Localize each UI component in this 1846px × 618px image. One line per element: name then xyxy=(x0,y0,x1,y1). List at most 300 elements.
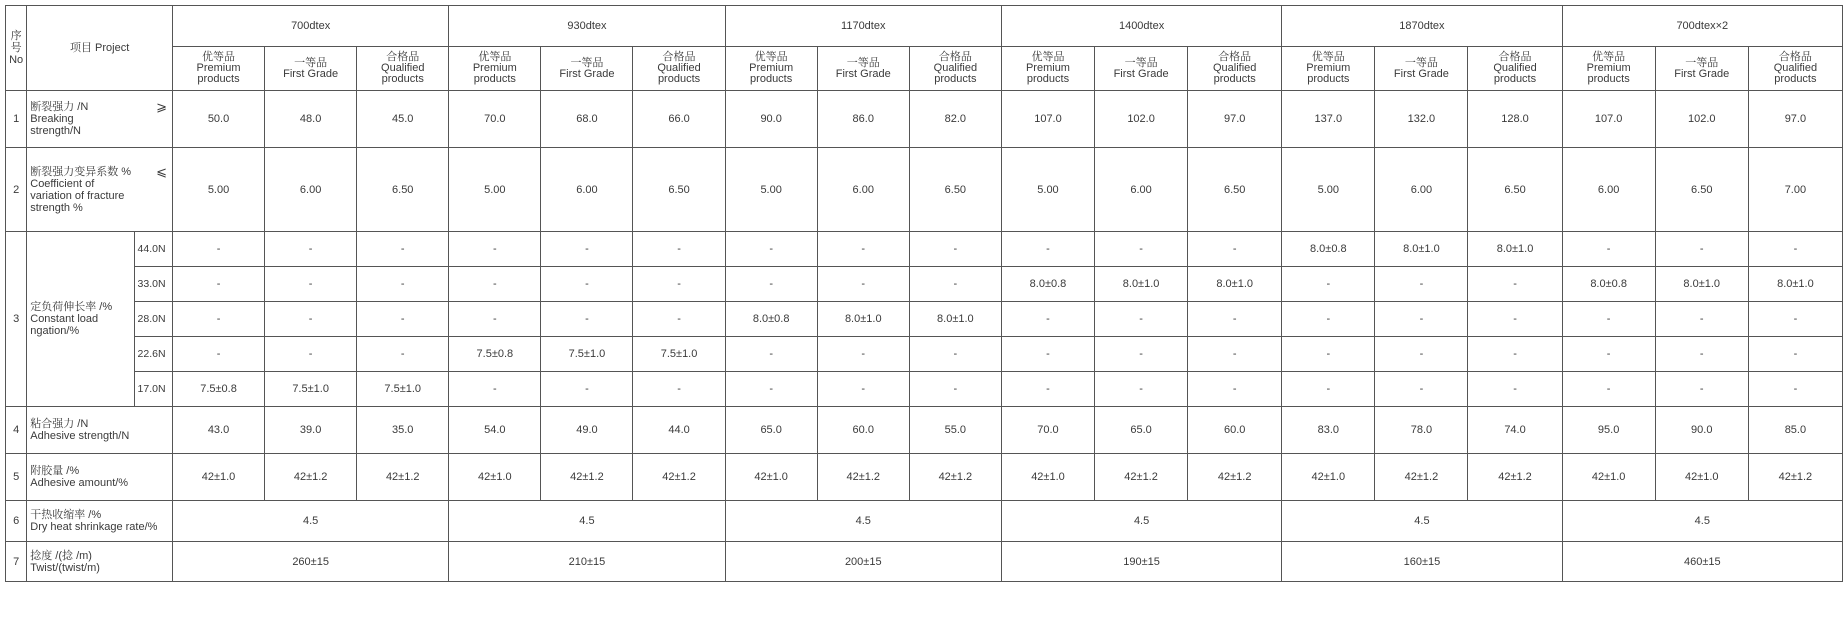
value-cell: 8.0±1.0 xyxy=(1188,267,1282,302)
grade-header xyxy=(357,47,449,91)
grade-header xyxy=(1375,47,1468,91)
row-number: 3 xyxy=(6,232,27,407)
header-row-groups xyxy=(6,6,1843,47)
value-cell: 6.50 xyxy=(633,148,725,232)
grade-header xyxy=(1001,47,1094,91)
value-cell: - xyxy=(1188,337,1282,372)
merged-value-cell: 4.5 xyxy=(1282,501,1562,542)
grade-label: products xyxy=(1493,73,1537,85)
grade-label: products xyxy=(1213,73,1256,85)
text-line: ngation/% xyxy=(30,325,80,337)
grade-label: products xyxy=(934,73,977,85)
value-cell: - xyxy=(1188,302,1282,337)
value-cell: - xyxy=(1468,337,1562,372)
group-header: 930dtex xyxy=(449,6,725,47)
value-cell: - xyxy=(1095,372,1188,407)
value-cell: - xyxy=(357,267,449,302)
load-label: 22.6N xyxy=(134,337,172,372)
value-cell: 35.0 xyxy=(357,407,449,454)
value-cell: - xyxy=(357,302,449,337)
value-cell: 7.5±0.8 xyxy=(172,372,264,407)
merged-value-cell: 4.5 xyxy=(725,501,1001,542)
value-cell: 102.0 xyxy=(1095,91,1188,148)
value-cell: 68.0 xyxy=(541,91,633,148)
value-cell: - xyxy=(909,372,1001,407)
value-cell: 42±1.2 xyxy=(1188,454,1282,501)
text-line: Constant load xyxy=(30,313,99,325)
group-header: 1870dtex xyxy=(1282,6,1562,47)
value-cell: 5.00 xyxy=(1282,148,1375,232)
load-label: 28.0N xyxy=(134,302,172,337)
grade-label: 一等品 xyxy=(1404,56,1438,69)
value-cell: 42±1.2 xyxy=(817,454,909,501)
text-line: Coefficient of xyxy=(30,177,95,190)
value-cell: 5.00 xyxy=(172,148,264,232)
value-cell: - xyxy=(265,337,357,372)
text-line: 干热收缩率 /% xyxy=(30,509,102,521)
value-cell: - xyxy=(1375,302,1468,337)
value-cell: 6.00 xyxy=(817,148,909,232)
table-row xyxy=(6,267,1843,302)
row-number: 7 xyxy=(6,542,27,582)
text-line: 附胶量 /% xyxy=(30,465,80,477)
grade-label: Premium xyxy=(1586,62,1631,74)
grade-label: 合格品 xyxy=(1218,51,1252,63)
grade-label: products xyxy=(1587,73,1630,85)
value-cell: - xyxy=(633,232,725,267)
value-cell: - xyxy=(1468,302,1562,337)
value-cell: 85.0 xyxy=(1748,407,1842,454)
value-cell: 42±1.0 xyxy=(725,454,817,501)
header-row-grades xyxy=(6,47,1843,91)
grade-header xyxy=(909,47,1001,91)
merged-value-cell: 460±15 xyxy=(1562,542,1842,582)
value-cell: 107.0 xyxy=(1001,91,1094,148)
text-line: Adhesive strength/N xyxy=(30,430,130,442)
load-label: 44.0N xyxy=(134,232,172,267)
row-label xyxy=(27,407,173,454)
value-cell: - xyxy=(725,372,817,407)
row-number: 6 xyxy=(6,501,27,542)
value-cell: - xyxy=(449,302,541,337)
text-line: strength/N xyxy=(30,125,81,137)
group-header: 1170dtex xyxy=(725,6,1001,47)
merged-value-cell: 4.5 xyxy=(1562,501,1842,542)
value-cell: - xyxy=(817,337,909,372)
value-cell: 8.0±1.0 xyxy=(1655,267,1748,302)
value-cell: 8.0±0.8 xyxy=(1282,232,1375,267)
value-cell: - xyxy=(265,302,357,337)
value-cell: 49.0 xyxy=(541,407,633,454)
grade-label: Qualified xyxy=(1493,62,1537,74)
value-cell: 66.0 xyxy=(633,91,725,148)
load-label: 33.0N xyxy=(134,267,172,302)
grade-header xyxy=(817,47,909,91)
text-line: 断裂强力变异系数 % xyxy=(30,165,132,178)
row-label-text xyxy=(30,166,131,214)
value-cell: 6.50 xyxy=(357,148,449,232)
value-cell: 42±1.0 xyxy=(1655,454,1748,501)
grade-label: Premium xyxy=(472,62,517,74)
value-cell: 7.5±1.0 xyxy=(357,372,449,407)
merged-value-cell: 4.5 xyxy=(1001,501,1281,542)
value-cell: 97.0 xyxy=(1748,91,1842,148)
grade-label: First Grade xyxy=(1393,67,1449,80)
value-cell: - xyxy=(1748,337,1842,372)
grade-label: Qualified xyxy=(1773,62,1818,74)
value-cell: - xyxy=(1655,302,1748,337)
row-label xyxy=(27,91,173,148)
grade-label: 一等品 xyxy=(570,56,604,69)
value-cell: 8.0±0.8 xyxy=(1001,267,1094,302)
grade-header xyxy=(172,47,264,91)
table-row xyxy=(6,407,1843,454)
grade-label: 合格品 xyxy=(386,51,420,63)
value-cell: - xyxy=(1748,232,1842,267)
value-cell: - xyxy=(817,372,909,407)
row-label-text xyxy=(30,101,88,137)
project-header: 项目 Project xyxy=(27,6,173,91)
value-cell: - xyxy=(1375,337,1468,372)
value-cell: 7.5±0.8 xyxy=(449,337,541,372)
table-row xyxy=(6,148,1843,232)
grade-label: First Grade xyxy=(835,67,891,80)
grade-header xyxy=(541,47,633,91)
group-header: 700dtex×2 xyxy=(1562,6,1842,47)
grade-label: products xyxy=(197,73,240,85)
value-cell: - xyxy=(449,267,541,302)
text-line: Twist/(twist/m) xyxy=(30,561,100,574)
value-cell: - xyxy=(1001,232,1094,267)
value-cell: 42±1.2 xyxy=(633,454,725,501)
grade-label: 一等品 xyxy=(1124,56,1158,69)
grade-label: First Grade xyxy=(559,67,615,80)
value-cell: 54.0 xyxy=(449,407,541,454)
value-cell: - xyxy=(1188,232,1282,267)
text-line: Breaking xyxy=(30,113,74,125)
value-cell: - xyxy=(357,337,449,372)
value-cell: 74.0 xyxy=(1468,407,1562,454)
grade-label: Qualified xyxy=(1212,62,1257,74)
table-row xyxy=(6,501,1843,542)
value-cell: 55.0 xyxy=(909,407,1001,454)
value-cell: - xyxy=(1562,302,1655,337)
value-cell: 6.50 xyxy=(909,148,1001,232)
value-cell: - xyxy=(633,372,725,407)
value-cell: 6.00 xyxy=(1095,148,1188,232)
row-label xyxy=(27,232,134,407)
grade-label: 合格品 xyxy=(938,51,972,63)
grade-label: Premium xyxy=(1306,62,1351,74)
grade-label: First Grade xyxy=(1113,67,1169,80)
table-row xyxy=(6,302,1843,337)
table-row xyxy=(6,232,1843,267)
value-cell: - xyxy=(909,232,1001,267)
group-header: 700dtex xyxy=(172,6,448,47)
load-label: 17.0N xyxy=(134,372,172,407)
value-cell: 8.0±1.0 xyxy=(817,302,909,337)
value-cell: - xyxy=(1375,267,1468,302)
row-number: 2 xyxy=(6,148,27,232)
value-cell: 42±1.2 xyxy=(909,454,1001,501)
value-cell: - xyxy=(1748,302,1842,337)
value-cell: 43.0 xyxy=(172,407,264,454)
value-cell: - xyxy=(1655,372,1748,407)
grade-label: Premium xyxy=(196,62,241,74)
grade-label: products xyxy=(1026,73,1070,85)
value-cell: 6.00 xyxy=(1375,148,1468,232)
grade-label: 合格品 xyxy=(1778,51,1812,63)
value-cell: - xyxy=(909,267,1001,302)
value-cell: 42±1.0 xyxy=(1001,454,1094,501)
table-row xyxy=(6,454,1843,501)
table-row xyxy=(6,91,1843,148)
spec-table xyxy=(5,5,1843,582)
value-cell: - xyxy=(725,267,817,302)
table-row xyxy=(6,337,1843,372)
grade-label: 优等品 xyxy=(478,51,512,63)
value-cell: 7.5±1.0 xyxy=(541,337,633,372)
grade-header xyxy=(1282,47,1375,91)
value-cell: - xyxy=(817,267,909,302)
value-cell: 60.0 xyxy=(1188,407,1282,454)
grade-label: 优等品 xyxy=(1031,51,1065,63)
table-row xyxy=(6,542,1843,582)
value-cell: - xyxy=(172,337,264,372)
value-cell: 90.0 xyxy=(1655,407,1748,454)
value-cell: 6.50 xyxy=(1655,148,1748,232)
value-cell: 8.0±1.0 xyxy=(909,302,1001,337)
value-cell: 44.0 xyxy=(633,407,725,454)
group-header: 1400dtex xyxy=(1001,6,1281,47)
grade-label: products xyxy=(1774,73,1817,85)
grade-label: 优等品 xyxy=(1592,51,1626,63)
grade-header xyxy=(1655,47,1748,91)
value-cell: 70.0 xyxy=(449,91,541,148)
grade-header xyxy=(1188,47,1282,91)
value-cell: - xyxy=(357,232,449,267)
grade-label: products xyxy=(1307,73,1350,85)
value-cell: 39.0 xyxy=(265,407,357,454)
value-cell: 82.0 xyxy=(909,91,1001,148)
value-cell: - xyxy=(541,302,633,337)
value-cell: - xyxy=(1562,232,1655,267)
grade-label: 合格品 xyxy=(662,51,696,63)
no-header xyxy=(6,6,27,91)
value-cell: 42±1.2 xyxy=(1375,454,1468,501)
value-cell: - xyxy=(1001,337,1094,372)
value-cell: 6.00 xyxy=(1562,148,1655,232)
value-cell: 86.0 xyxy=(817,91,909,148)
value-cell: - xyxy=(1282,337,1375,372)
value-cell: - xyxy=(1001,302,1094,337)
merged-value-cell: 4.5 xyxy=(172,501,448,542)
value-cell: 65.0 xyxy=(1095,407,1188,454)
value-cell: - xyxy=(172,232,264,267)
value-cell: 42±1.0 xyxy=(172,454,264,501)
text-line: 断裂强力 /N xyxy=(30,101,89,113)
text-line: Adhesive amount/% xyxy=(30,477,129,489)
grade-label: products xyxy=(657,73,701,85)
value-cell: 6.50 xyxy=(1468,148,1562,232)
value-cell: 42±1.0 xyxy=(1562,454,1655,501)
merged-value-cell: 190±15 xyxy=(1001,542,1281,582)
value-cell: - xyxy=(449,232,541,267)
value-cell: 42±1.2 xyxy=(541,454,633,501)
grade-header xyxy=(633,47,725,91)
row-label xyxy=(27,501,173,542)
value-cell: 5.00 xyxy=(725,148,817,232)
merged-value-cell: 4.5 xyxy=(449,501,725,542)
grade-label: First Grade xyxy=(1674,67,1730,80)
grade-label: products xyxy=(750,73,793,85)
value-cell: 8.0±0.8 xyxy=(725,302,817,337)
value-cell: - xyxy=(1095,302,1188,337)
grade-label: 优等品 xyxy=(1311,51,1345,63)
value-cell: - xyxy=(265,267,357,302)
value-cell: 48.0 xyxy=(265,91,357,148)
value-cell: - xyxy=(541,372,633,407)
value-cell: - xyxy=(172,267,264,302)
value-cell: 78.0 xyxy=(1375,407,1468,454)
text-line: 序 xyxy=(10,30,22,42)
grade-label: Premium xyxy=(749,62,794,74)
value-cell: - xyxy=(541,267,633,302)
value-cell: - xyxy=(1655,232,1748,267)
merged-value-cell: 200±15 xyxy=(725,542,1001,582)
value-cell: 8.0±1.0 xyxy=(1468,232,1562,267)
grade-header xyxy=(449,47,541,91)
value-cell: 83.0 xyxy=(1282,407,1375,454)
value-cell: 7.5±1.0 xyxy=(633,337,725,372)
value-cell: 95.0 xyxy=(1562,407,1655,454)
merged-value-cell: 210±15 xyxy=(449,542,725,582)
text-line: variation of fracture xyxy=(30,189,125,202)
value-cell: - xyxy=(817,232,909,267)
grade-label: Qualified xyxy=(381,62,425,74)
grade-label: 合格品 xyxy=(1498,51,1532,63)
value-cell: - xyxy=(725,232,817,267)
row-label xyxy=(27,148,173,232)
value-cell: 8.0±1.0 xyxy=(1748,267,1842,302)
value-cell: - xyxy=(1282,372,1375,407)
row-number: 1 xyxy=(6,91,27,148)
value-cell: - xyxy=(1188,372,1282,407)
value-cell: - xyxy=(1468,372,1562,407)
value-cell: - xyxy=(633,302,725,337)
text-line: strength % xyxy=(30,201,83,214)
grade-header xyxy=(725,47,817,91)
text-line: Dry heat shrinkage rate/% xyxy=(30,521,158,533)
value-cell: 5.00 xyxy=(1001,148,1094,232)
value-cell: 42±1.0 xyxy=(449,454,541,501)
value-cell: - xyxy=(172,302,264,337)
value-cell: - xyxy=(1001,372,1094,407)
value-cell: 42±1.2 xyxy=(265,454,357,501)
grade-label: 一等品 xyxy=(846,56,880,69)
value-cell: - xyxy=(1095,337,1188,372)
row-number: 4 xyxy=(6,407,27,454)
value-cell: 45.0 xyxy=(357,91,449,148)
row-number: 5 xyxy=(6,454,27,501)
value-cell: 8.0±1.0 xyxy=(1095,267,1188,302)
grade-header xyxy=(265,47,357,91)
row-label xyxy=(27,542,173,582)
grade-label: 优等品 xyxy=(754,51,788,63)
text-line: No xyxy=(9,54,24,66)
value-cell: - xyxy=(265,232,357,267)
value-cell: 8.0±0.8 xyxy=(1562,267,1655,302)
text-line: 粘合强力 /N xyxy=(30,418,89,430)
comparator-symbol: ⩽ xyxy=(156,163,167,179)
value-cell: 128.0 xyxy=(1468,91,1562,148)
text-line: 号 xyxy=(10,42,22,54)
value-cell: - xyxy=(633,267,725,302)
grade-label: Qualified xyxy=(933,62,978,74)
value-cell: 6.50 xyxy=(1188,148,1282,232)
value-cell: 65.0 xyxy=(725,407,817,454)
value-cell: 132.0 xyxy=(1375,91,1468,148)
value-cell: 137.0 xyxy=(1282,91,1375,148)
value-cell: - xyxy=(1562,337,1655,372)
grade-label: 一等品 xyxy=(294,56,328,69)
grade-header xyxy=(1468,47,1562,91)
grade-header xyxy=(1562,47,1655,91)
value-cell: 42±1.0 xyxy=(1282,454,1375,501)
value-cell: 102.0 xyxy=(1655,91,1748,148)
value-cell: 7.00 xyxy=(1748,148,1842,232)
grade-label: Qualified xyxy=(657,62,701,74)
grade-label: Premium xyxy=(1025,62,1070,74)
grade-label: First Grade xyxy=(283,67,339,80)
value-cell: - xyxy=(1282,302,1375,337)
value-cell: - xyxy=(541,232,633,267)
value-cell: 70.0 xyxy=(1001,407,1094,454)
text-line: 定负荷伸长率 /% xyxy=(30,301,113,313)
value-cell: 6.00 xyxy=(541,148,633,232)
value-cell: 6.00 xyxy=(265,148,357,232)
grade-label: products xyxy=(473,73,516,85)
value-cell: 50.0 xyxy=(172,91,264,148)
value-cell: - xyxy=(1655,337,1748,372)
value-cell: - xyxy=(909,337,1001,372)
value-cell: - xyxy=(1375,372,1468,407)
value-cell: - xyxy=(449,372,541,407)
value-cell: 60.0 xyxy=(817,407,909,454)
value-cell: 42±1.2 xyxy=(1748,454,1842,501)
value-cell: 42±1.2 xyxy=(357,454,449,501)
grade-header xyxy=(1095,47,1188,91)
value-cell: - xyxy=(1282,267,1375,302)
value-cell: 8.0±1.0 xyxy=(1375,232,1468,267)
value-cell: 97.0 xyxy=(1188,91,1282,148)
value-cell: - xyxy=(1748,372,1842,407)
value-cell: 107.0 xyxy=(1562,91,1655,148)
grade-label: 优等品 xyxy=(202,51,236,63)
comparator-symbol: ⩾ xyxy=(156,99,167,114)
value-cell: 42±1.2 xyxy=(1095,454,1188,501)
merged-value-cell: 160±15 xyxy=(1282,542,1562,582)
value-cell: 7.5±1.0 xyxy=(265,372,357,407)
merged-value-cell: 260±15 xyxy=(172,542,448,582)
grade-label: 一等品 xyxy=(1685,56,1719,69)
grade-header xyxy=(1748,47,1842,91)
text-line: 捻度 /(捻 /m) xyxy=(30,549,92,562)
value-cell: - xyxy=(1095,232,1188,267)
grade-label: products xyxy=(381,73,424,85)
table-row xyxy=(6,372,1843,407)
value-cell: - xyxy=(1562,372,1655,407)
